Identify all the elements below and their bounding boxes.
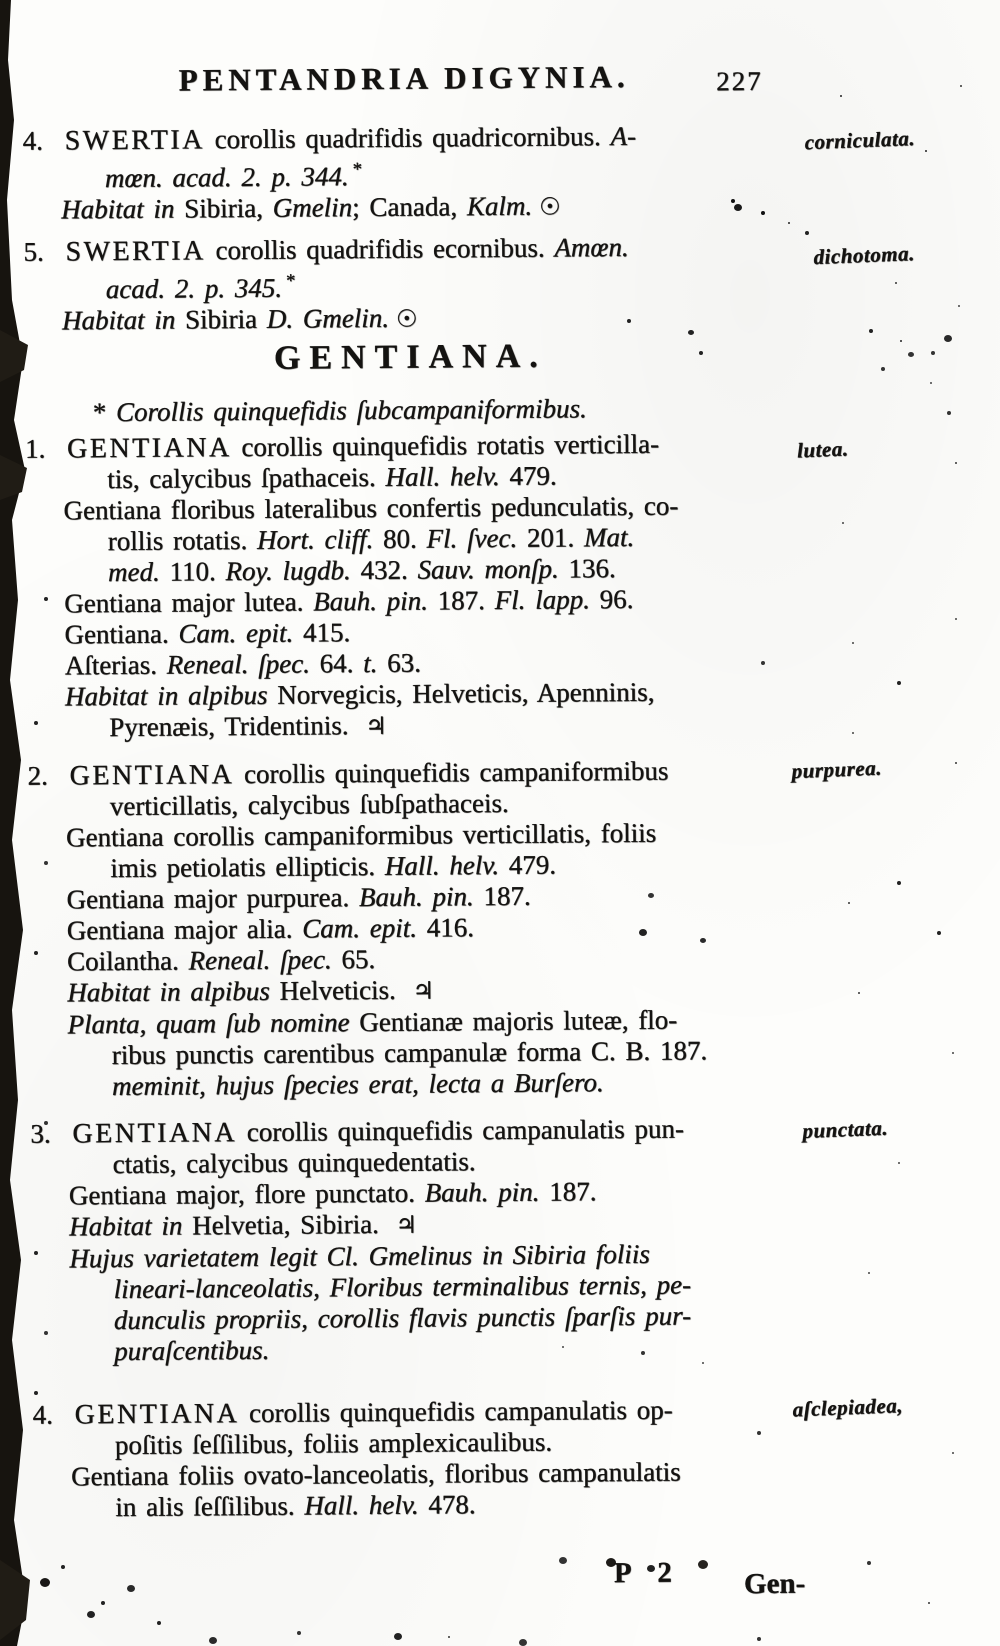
text-segment: ctatis, calycibus quinquedentatis. — [112, 1146, 476, 1180]
genus-name: SWERTIA — [64, 124, 205, 157]
text-segment: Sibiria, — [184, 192, 273, 224]
text-segment: Gentiana major lutea. — [64, 586, 314, 619]
asterisk-mark: * — [352, 159, 363, 181]
entry-number: 3. — [30, 1118, 51, 1149]
section-star-line — [93, 393, 587, 428]
text-line — [23, 151, 813, 195]
text-line — [24, 300, 814, 338]
text-line — [32, 1330, 822, 1367]
perennial-symbol-icon: ♃ — [395, 1210, 418, 1239]
text-segment: Gentiana major alia. — [66, 913, 303, 946]
genus-name: GENTIANA — [69, 759, 235, 792]
text-segment: Habitat in alpibus — [64, 679, 278, 712]
annual-symbol-icon: ☉ — [539, 192, 561, 221]
entry-gentiana-2 — [27, 755, 820, 1103]
entry-number: 4. — [22, 125, 43, 156]
text-segment: Corollis quinquefidis ſubcampaniformibus. — [115, 393, 587, 428]
text-segment: Habitat in — [61, 193, 185, 225]
text-segment: Gentiana major, flore punctato. — [68, 1177, 425, 1211]
gathering-signature: P 2 — [613, 1556, 682, 1590]
text-segment: Gentiana floribus lateralibus confertis pedunculatis, co- — [63, 490, 679, 526]
text-segment: t. — [363, 647, 388, 679]
text-segment: Aſterias. — [64, 649, 167, 681]
entry-gentiana-4 — [33, 1393, 824, 1523]
text-segment: Reneal. ſpec. — [188, 944, 342, 976]
text-line — [30, 1065, 820, 1102]
text-segment: Reneal. ſpec. — [166, 648, 320, 680]
text-segment: 432. — [360, 554, 418, 586]
text-segment: poſitis ſeſſilibus, foliis amplexicaulibus. — [114, 1426, 553, 1461]
text-segment: 479. — [508, 849, 557, 880]
text-segment: corollis quinquefidis campanulatis op- — [239, 1394, 673, 1429]
text-segment: Helveticis. — [279, 974, 406, 1006]
text-segment: med. — [107, 556, 170, 588]
text-segment: Hall. helv. — [304, 1489, 429, 1521]
text-segment: Habitat in alpibus — [67, 975, 280, 1008]
entry-number: 5. — [23, 236, 44, 267]
margin-note-lutea: lutea. — [796, 436, 849, 463]
entry-number: 1. — [24, 433, 46, 464]
text-segment: 478. — [428, 1489, 476, 1520]
perennial-symbol-icon: ♃ — [365, 711, 387, 741]
genus-name: GENTIANA — [72, 1117, 238, 1150]
text-segment: mœn. acad. 2. p. 344. — [104, 161, 349, 194]
text-segment: 64. — [319, 648, 364, 679]
text-line — [93, 393, 587, 428]
text-segment: Hujus varietatem legit Cl. Gmelinus in Sibiria foliis — [69, 1238, 651, 1274]
text-segment: Cam. epit. — [302, 912, 427, 944]
text-segment: Gentiana. — [64, 618, 179, 650]
text-segment: corollis quinquefidis campaniformibus — [234, 755, 669, 790]
text-segment: 136. — [568, 553, 616, 584]
text-segment: 479. — [509, 460, 557, 491]
text-segment: Roy. lugdb. — [225, 555, 361, 587]
text-segment: corollis quinquefidis rotatis verticilla- — [231, 428, 660, 463]
text-segment: Gentianæ majoris luteæ, flo- — [359, 1004, 678, 1038]
genus-name: SWERTIA — [65, 235, 206, 268]
text-segment: meminit, hujus ſpecies erat, lecta a Burſero. — [111, 1067, 604, 1102]
genus-name: GENTIANA — [66, 432, 232, 465]
text-segment: Bauh. pin. — [313, 585, 438, 617]
text-segment: ribus punctis carentibus campanulæ forma C. B. 187. — [111, 1035, 708, 1071]
text-segment: 96. — [599, 583, 634, 615]
text-segment: corollis quadrifidis ecornibus. — [205, 232, 555, 266]
margin-note-corniculata: corniculata. — [804, 125, 916, 155]
text-segment: Gmelin — [272, 192, 353, 223]
text-segment: 415. — [302, 617, 351, 648]
genus-heading: GENTIANA. — [273, 337, 547, 377]
text-segment: Habitat in — [69, 1210, 193, 1242]
text-segment: 110. — [169, 556, 226, 587]
text-segment: A- — [610, 120, 637, 152]
text-segment: Habitat in — [61, 304, 186, 336]
margin-note-dichotoma: dichotoma. — [813, 241, 916, 270]
annual-symbol-icon: ☉ — [395, 304, 418, 333]
text-segment: in alis ſeſſilibus. — [115, 1490, 305, 1523]
text-segment: Mat. — [583, 521, 635, 553]
margin-note-asclepiadea: aſclepiadea, — [792, 1393, 904, 1422]
text-line — [27, 707, 817, 745]
text-segment: corollis quinquefidis campanulatis pun- — [236, 1113, 685, 1148]
running-header-title: PENTANDRIA DIGYNIA. — [178, 58, 630, 98]
entry-swertia-5 — [23, 231, 814, 338]
entry-gentiana-3 — [30, 1112, 822, 1367]
text-segment: 416. — [426, 912, 475, 943]
text-line — [33, 1486, 823, 1523]
margin-note-purpurea: purpurea. — [791, 755, 883, 784]
text-segment: Gentiana corollis campaniformibus verticillatis, foliis — [65, 817, 657, 853]
text-segment: * — [92, 397, 117, 428]
margin-note-punctata: punctata. — [801, 1115, 889, 1143]
text-segment: Sibiria — [184, 303, 267, 335]
text-segment: ; Canada, — [352, 191, 467, 223]
catchword: Gen- — [743, 1567, 806, 1601]
perennial-symbol-icon: ♃ — [412, 976, 435, 1005]
asterisk-mark: * — [285, 270, 296, 292]
text-segment: Gentiana major purpurea. — [66, 882, 360, 915]
text-segment: Bauh. pin. — [424, 1176, 550, 1208]
text-segment: Fl. lapp. — [494, 584, 600, 616]
text-segment: Amœn. — [554, 231, 629, 263]
text-segment: dunculis propriis, corollis flavis punctis ſparſis pur- — [113, 1300, 692, 1336]
text-segment: Bauh. pin. — [358, 881, 484, 913]
text-line — [30, 1034, 820, 1071]
text-segment: lineari-lanceolatis, Floribus terminalibus ternis, pe- — [113, 1269, 692, 1305]
entry-gentiana-1 — [25, 428, 817, 745]
text-segment: 187. — [483, 880, 531, 912]
text-segment: Hall. helv. — [384, 849, 509, 881]
text-segment: 65. — [341, 943, 376, 975]
text-segment: 187. — [437, 585, 495, 616]
entry-number: 4. — [32, 1399, 53, 1430]
text-segment: Coilantha. — [66, 945, 189, 977]
genus-name: GENTIANA — [74, 1398, 240, 1431]
text-segment: verticillatis, calycibus ſubſpathaceis. — [109, 787, 509, 822]
text-segment: Hall. helv. — [385, 460, 510, 492]
text-segment: Helvetia, Sibiria. — [192, 1208, 389, 1241]
text-segment: Fl. ſvec. — [426, 522, 528, 554]
text-line — [23, 189, 813, 227]
text-segment: D. Gmelin. — [266, 302, 390, 334]
text-segment: Sauv. monſp. — [417, 553, 569, 585]
entry-number: 2. — [27, 760, 48, 791]
text-segment: 201. — [526, 522, 585, 553]
text-segment: Norvegicis, Helveticis, Apenninis, — [277, 676, 655, 710]
text-segment: 187. — [549, 1176, 597, 1207]
text-segment: Hort. cliff. — [256, 523, 384, 555]
text-segment: Planta, quam ſub nomine — [67, 1007, 360, 1040]
page-number: 227 — [716, 65, 763, 97]
text-line — [24, 262, 814, 306]
text-segment: acad. 2. p. 345. — [105, 272, 283, 305]
entry-swertia-4 — [23, 120, 814, 227]
text-segment: Kalm. — [466, 190, 533, 222]
text-segment: 63. — [387, 647, 422, 678]
text-segment: tis, calycibus ſpathaceis. — [107, 461, 386, 495]
text-segment: rollis rotatis. — [107, 524, 258, 557]
text-segment: corollis quadrifidis quadricornibus. — [204, 121, 611, 155]
text-segment: Cam. epit. — [178, 617, 304, 649]
text-segment: Pyrenæis, Tridentinis. — [109, 710, 359, 743]
text-segment: imis petiolatis ellipticis. — [110, 850, 385, 884]
text-segment: puraſcentibus. — [114, 1334, 270, 1367]
text-segment: Gentiana foliis ovato-lanceolatis, floribus campanulatis — [71, 1456, 681, 1492]
text-segment: 80. — [382, 523, 427, 554]
